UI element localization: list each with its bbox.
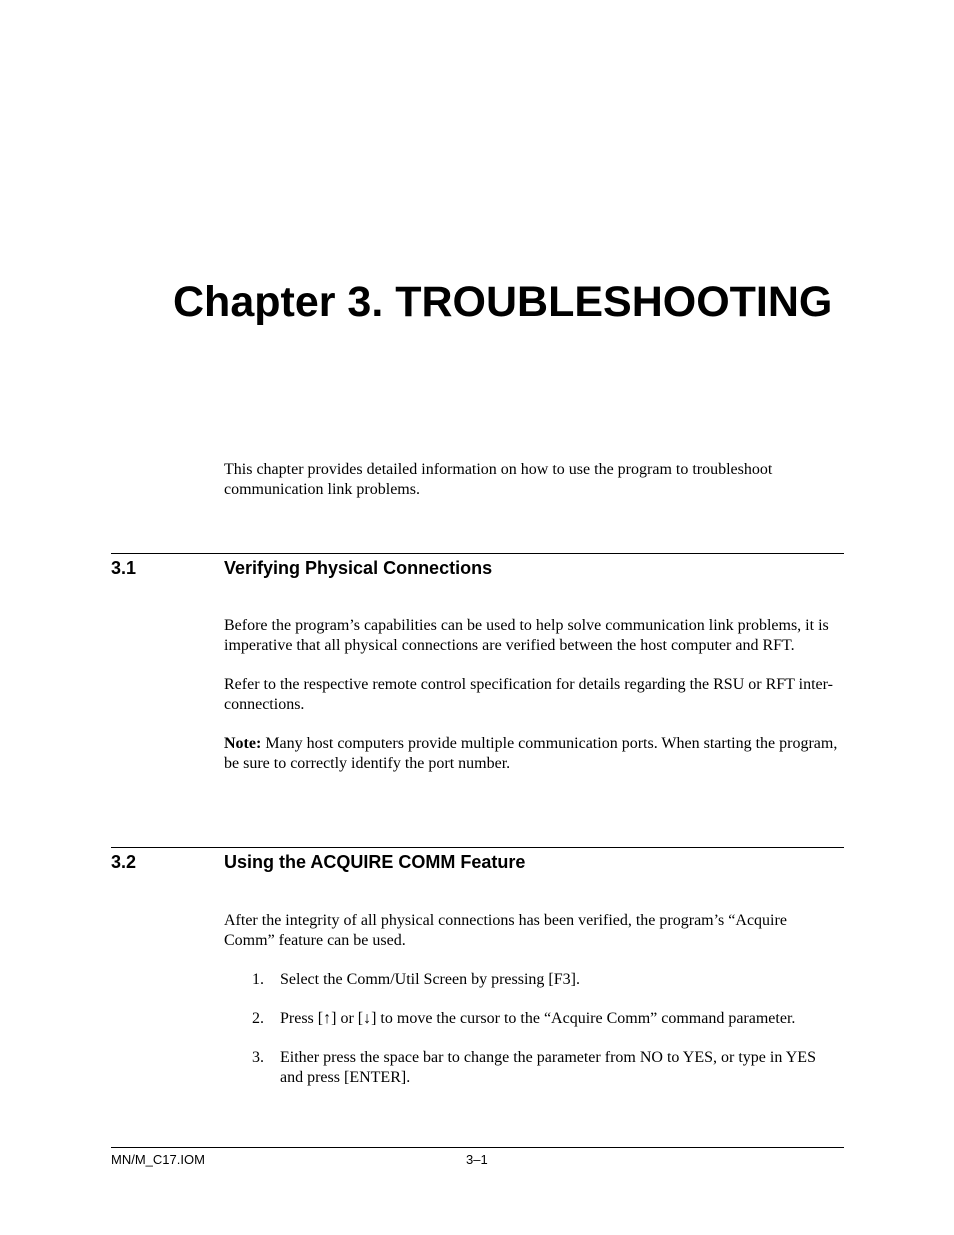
section-number: 3.2	[111, 852, 137, 872]
section-heading-3-1	[111, 557, 492, 579]
note-text: Many host computers provide multiple communication ports. When starting the program, be sure to correctly identify the port number.	[224, 735, 838, 772]
step-number: 1.	[252, 971, 264, 988]
chapter-title: Chapter 3. TROUBLESHOOTING	[173, 278, 833, 326]
list-item	[224, 1048, 840, 1088]
note-paragraph	[224, 734, 840, 774]
step-text: Press [↑] or [↓] to move the cursor to the “Acquire Comm” command parameter.	[280, 1010, 796, 1027]
footer-divider	[111, 1147, 844, 1148]
list-item	[224, 1009, 840, 1029]
step-number: 3.	[252, 1049, 264, 1066]
step-text: Select the Comm/Util Screen by pressing [F3].	[280, 971, 580, 988]
footer-page-number: 3–1	[466, 1152, 488, 1167]
section-divider	[111, 553, 844, 554]
section-body-3-1	[224, 616, 840, 774]
list-item	[224, 970, 840, 990]
step-number: 2.	[252, 1010, 264, 1027]
note-label: Note:	[224, 735, 262, 752]
body-paragraph: After the integrity of all physical connections has been verified, the program’s “Acquire Comm” feature can be used.	[224, 912, 787, 949]
intro-paragraph: This chapter provides detailed information on how to use the program to troubleshoot communication link problems.	[224, 461, 773, 498]
section-heading-3-2	[111, 851, 525, 873]
footer-doc-id: MN/M_C17.IOM	[111, 1152, 205, 1167]
steps-list	[224, 970, 840, 1088]
body-paragraph: Refer to the respective remote control specification for details regarding the RSU or RFT inter-connections.	[224, 676, 833, 713]
section-body-3-2	[224, 911, 840, 1088]
body-paragraph: Before the program’s capabilities can be used to help solve communication link problems, it is imperative that all physical connections are verified between the host computer and RFT.	[224, 617, 829, 654]
step-text: Either press the space bar to change the parameter from NO to YES, or type in YES and press [ENTER].	[280, 1049, 816, 1086]
section-divider	[111, 847, 844, 848]
section-number: 3.1	[111, 558, 137, 578]
section-title: Verifying Physical Connections	[224, 558, 493, 578]
section-title: Using the ACQUIRE COMM Feature	[224, 852, 526, 872]
